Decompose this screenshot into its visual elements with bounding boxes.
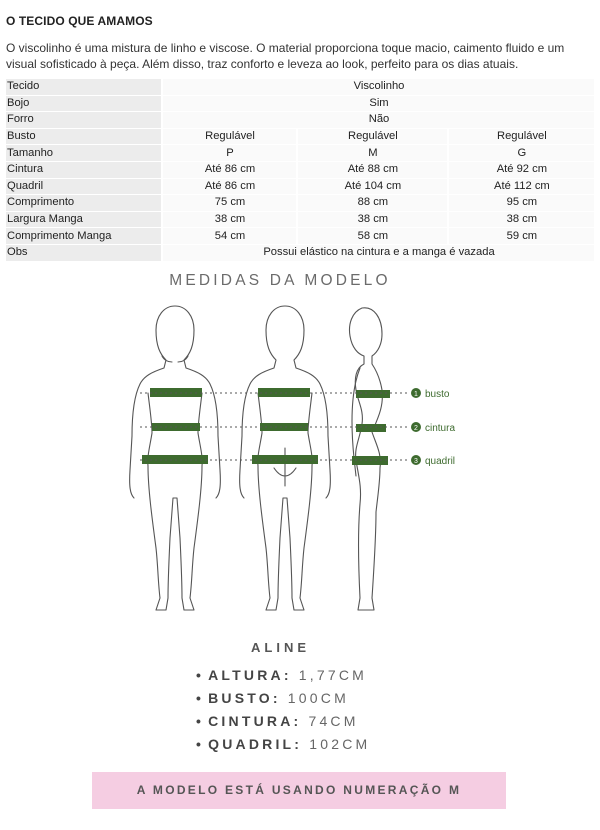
model-stat-value: 74CM <box>301 713 359 729</box>
spec-value: 95 cm <box>448 195 594 212</box>
spec-row <box>6 244 594 261</box>
spec-value: M <box>297 145 448 162</box>
model-stat-key: QUADRIL: <box>208 736 303 752</box>
measures-section-title: MEDIDAS DA MODELO <box>169 272 391 289</box>
measure-marker-number: 2 <box>414 425 418 432</box>
page-heading: O TECIDO QUE AMAMOS <box>6 14 153 28</box>
spec-value: Não <box>162 112 594 129</box>
spec-label: Quadril <box>6 178 162 195</box>
spec-value: 54 cm <box>162 228 297 245</box>
spec-row <box>6 228 594 245</box>
spec-value: Até 86 cm <box>162 161 297 178</box>
measure-marker-number: 3 <box>414 458 418 465</box>
spec-row <box>6 128 594 145</box>
spec-value: Viscolinho <box>162 79 594 95</box>
model-stat-value: 1,77CM <box>291 667 367 683</box>
bullet-icon: • <box>196 713 205 729</box>
model-stat-key: CINTURA: <box>208 713 302 729</box>
spec-value: Até 88 cm <box>297 161 448 178</box>
spec-label: Largura Manga <box>6 211 162 228</box>
spec-value: Regulável <box>448 128 594 145</box>
spec-label: Tecido <box>6 79 162 95</box>
model-stat-key: ALTURA: <box>208 667 292 683</box>
spec-row <box>6 195 594 212</box>
measure-label: quadril <box>425 456 456 467</box>
model-stat-key: BUSTO: <box>208 690 281 706</box>
spec-row <box>6 112 594 129</box>
spec-value: 88 cm <box>297 195 448 212</box>
spec-label: Forro <box>6 112 162 129</box>
body-measurement-diagram <box>120 298 480 628</box>
spec-row <box>6 211 594 228</box>
model-size-banner <box>92 772 506 809</box>
spec-label: Obs <box>6 244 162 261</box>
spec-value: Até 104 cm <box>297 178 448 195</box>
spec-value: 38 cm <box>162 211 297 228</box>
spec-label: Tamanho <box>6 145 162 162</box>
spec-value: Regulável <box>297 128 448 145</box>
spec-label: Cintura <box>6 161 162 178</box>
spec-row <box>6 79 594 95</box>
model-stat <box>196 733 370 756</box>
model-stat <box>196 710 370 733</box>
model-stat <box>196 687 370 710</box>
bullet-icon: • <box>196 667 205 683</box>
spec-value: 38 cm <box>448 211 594 228</box>
spec-label: Comprimento <box>6 195 162 212</box>
spec-value: Até 112 cm <box>448 178 594 195</box>
spec-row <box>6 178 594 195</box>
spec-value: Possui elástico na cintura e a manga é vazada <box>162 244 594 261</box>
bullet-icon: • <box>196 690 205 706</box>
measure-marker-number: 1 <box>414 391 418 398</box>
spec-value: 38 cm <box>297 211 448 228</box>
model-stat <box>196 664 370 687</box>
spec-row <box>6 145 594 162</box>
measure-label: busto <box>425 389 450 400</box>
spec-value: Sim <box>162 95 594 112</box>
spec-label: Busto <box>6 128 162 145</box>
spec-value: 58 cm <box>297 228 448 245</box>
model-measurements-list <box>196 664 370 756</box>
model-stat-value: 102CM <box>302 736 371 752</box>
spec-label: Comprimento Manga <box>6 228 162 245</box>
bullet-icon: • <box>196 736 205 752</box>
spec-value: Regulável <box>162 128 297 145</box>
model-name: ALINE <box>251 640 310 655</box>
spec-row <box>6 95 594 112</box>
spec-label: Bojo <box>6 95 162 112</box>
fabric-description: O viscolinho é uma mistura de linho e viscose. O material proporciona toque macio, caimento fluido e um visual sofisticado à peça. Além disso, traz conforto e leveza ao look, perfeito para os dias atuais. <box>6 41 565 71</box>
spec-value: 75 cm <box>162 195 297 212</box>
spec-row <box>6 161 594 178</box>
spec-value: Até 86 cm <box>162 178 297 195</box>
spec-value: G <box>448 145 594 162</box>
model-size-note: A MODELO ESTÁ USANDO NUMERAÇÃO M <box>136 783 462 797</box>
spec-value: P <box>162 145 297 162</box>
model-stat-value: 100CM <box>280 690 349 706</box>
spec-value: Até 92 cm <box>448 161 594 178</box>
product-spec-table <box>6 79 594 262</box>
measure-label: cintura <box>425 423 456 434</box>
spec-value: 59 cm <box>448 228 594 245</box>
